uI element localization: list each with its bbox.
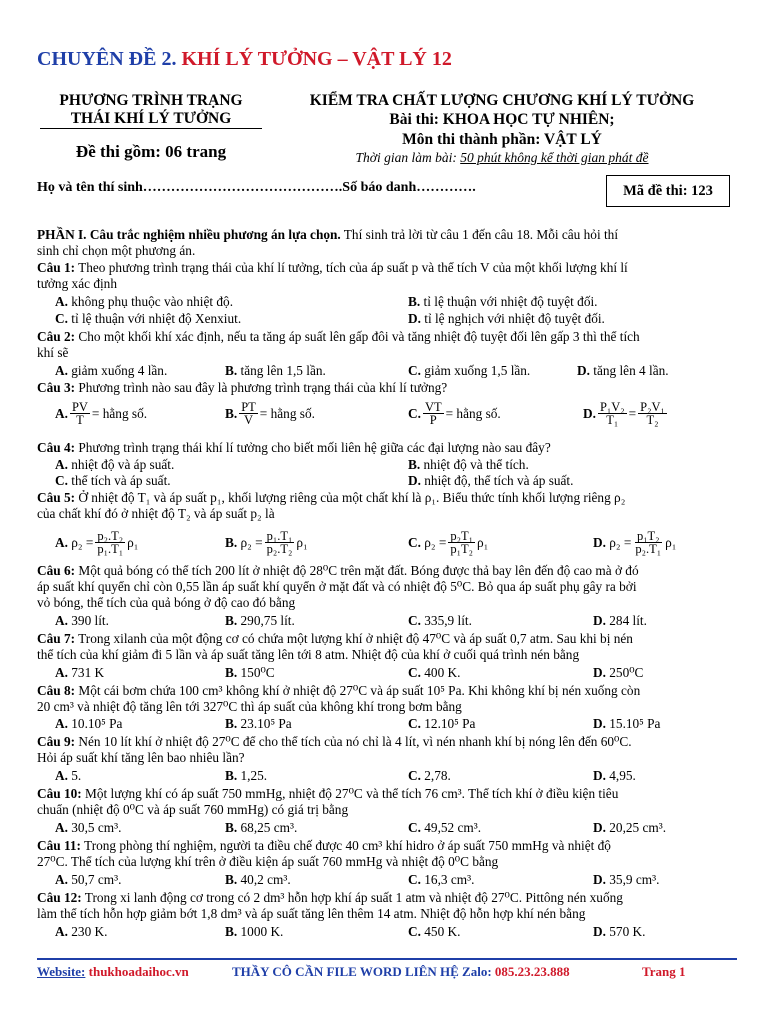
frac-num: P₂V₁ [640,400,665,414]
q2-option-a [55,363,167,379]
fraction [423,401,444,426]
frac-num: p₂T₁ [450,529,473,543]
opt-label: A. [55,457,68,472]
opt-text: = hằng số. [91,405,148,421]
rho1: ρ₁ [665,534,677,550]
q1-option-d [408,311,605,327]
opt-label: D. [408,311,421,326]
q7-option-d [593,665,643,681]
q8-stem-2: 20 cm³ và nhiệt độ tăng lên tới 327⁰C thì áp suất của không khí trong bơm bằng [37,699,462,714]
opt-text: nhiệt độ, thể tích và áp suất. [424,473,574,488]
opt-label: D. [408,473,421,488]
opt-label: A. [55,716,68,731]
opt-label: B. [408,457,421,472]
fraction [448,530,475,555]
frac-num: PV [71,400,88,414]
q8-option-c [408,716,475,732]
opt-text: nhiệt độ và áp suất. [71,457,175,472]
q1-text: Theo phương trình trạng thái của khí lí tưởng, tích của áp suất p và thể tích V của một khối lượng khí lí [75,260,628,275]
q12-option-c [408,924,460,940]
opt-label: C. [55,473,68,488]
opt-text: tăng lên 1,5 lần. [240,363,326,378]
q6-option-b [225,613,295,629]
opt-label: C. [408,716,421,731]
candidate-info: Họ và tên thí sinh…………………………………….Số báo danh…………. [37,180,476,195]
q8-stem [37,683,737,699]
q7-option-c [408,665,460,681]
opt-text: 15.10⁵ Pa [609,716,661,731]
opt-text: 16,3 cm³. [424,872,475,887]
opt-label: A. [55,924,68,939]
time-label: Thời gian làm bài: [355,150,461,165]
fraction [265,530,295,555]
q2-text: Cho một khối khí xác định, nếu ta tăng áp suất lên gấp đôi và tăng nhiệt độ tuyệt đối lên gấp 3 thì thể tích [75,329,640,344]
q1-option-b [408,294,598,310]
q6-stem-3: vỏ bóng, thể tích của quả bóng ở độ cao đó bằng [37,595,296,610]
q8-option-a [55,716,122,732]
rho2: ρ₂ = [609,534,632,550]
website-label: Website: [37,964,86,979]
q6-option-c [408,613,472,629]
q12-option-b [225,924,283,940]
q8-option-d [593,716,660,732]
q5-stem [37,490,737,506]
fraction [95,530,125,555]
opt-label: D. [583,405,596,421]
opt-text: 1000 K. [240,924,284,939]
opt-label: D. [593,924,606,939]
q3-label: Câu 3: [37,380,76,395]
opt-label: A. [55,363,68,378]
page-number [642,964,685,980]
exam-code-box: Mã đề thi: 123 [606,175,730,207]
frac-num: P₁V₂ [599,400,625,414]
topic-title: KHÍ LÝ TƯỞNG – VẬT LÝ 12 [181,48,452,70]
opt-text: 20,25 cm³. [609,820,667,835]
q10-option-d [593,820,666,836]
q11-label: Câu 11: [37,838,81,853]
fraction [70,401,90,426]
q11-option-b [225,872,291,888]
opt-text: 250⁰C [609,665,644,680]
q3-option-c [408,401,501,426]
fraction [239,401,258,426]
opt-text: tỉ lệ nghịch với nhiệt độ tuyệt đối. [424,311,605,326]
opt-label: D. [593,613,606,628]
opt-text: tỉ lệ thuận với nhiệt độ tuyệt đối. [423,294,598,309]
opt-text: 50,7 cm³. [71,872,122,887]
rho2: ρ₂ = [424,534,447,550]
opt-label: D. [593,665,606,680]
opt-label: C. [408,820,421,835]
q10-label: Câu 10: [37,786,82,801]
time-limit [272,150,732,166]
q5-option-a [55,530,138,555]
opt-text: = hằng số. [445,405,501,421]
q4-stem [37,440,737,456]
q11-stem-2: 27⁰C. Thể tích của lượng khí trên ở điều kiện áp suất 760 mmHg và nhiệt độ 0⁰C bằng [37,854,499,869]
opt-label: B. [225,924,238,939]
opt-label: D. [593,820,606,835]
opt-label: A. [55,872,68,887]
q5-option-d [593,530,676,555]
opt-label: D. [593,872,606,887]
frac-num: p₂.T₂ [97,529,124,543]
opt-label: B. [225,665,238,680]
q4-option-d [408,473,573,489]
q9-label: Câu 9: [37,734,76,749]
opt-label: D. [577,363,590,378]
equals-sign: = [628,405,637,421]
q9-option-b [225,768,267,784]
rho1: ρ₁ [476,534,489,550]
q5-option-c [408,530,488,555]
frac-num: VT [424,400,442,414]
chuyen-de-label: CHUYÊN ĐỀ 2. [37,48,182,70]
opt-text: 390 lít. [71,613,109,628]
opt-text: 23.10⁵ Pa [240,716,292,731]
q2-label: Câu 2: [37,329,76,344]
opt-text: 12.10⁵ Pa [424,716,476,731]
q12-stem [37,890,737,906]
page-count: Đề thi gồm: 06 trang [75,142,227,161]
q8-text: Một cái bơm chứa 100 cm³ không khí ở nhiệt độ 27⁰C và áp suất 10⁵ Pa. Khi không khí bị nén xuống còn [75,683,641,698]
fraction [638,401,667,426]
opt-label: C. [408,872,421,887]
bai-thi: Bài thi: KHOA HỌC TỰ NHIÊN; [389,111,615,128]
q9-option-a [55,768,81,784]
q4-option-b [408,457,529,473]
opt-label: C. [408,768,421,783]
opt-text: 150⁰C [240,665,275,680]
rho1: ρ₁ [296,534,308,550]
q5-label: Câu 5: [37,490,76,505]
opt-label: A. [55,294,68,309]
q8-label: Câu 8: [37,683,76,698]
part1-title: PHẦN I. Câu trắc nghiệm nhiều phương án lựa chọn. [37,227,341,242]
q12-stem-2: làm thể tích hỗn hợp giảm bớt 1,8 dm³ và áp suất tăng lên thêm 14 atm. Nhiệt độ hỗn hợp khí nén bằng [37,906,586,921]
q9-option-d [593,768,636,784]
opt-text: 1,25. [240,768,268,783]
opt-text: nhiệt độ và thể tích. [423,457,529,472]
opt-label: B. [225,768,238,783]
opt-label: A. [55,613,68,628]
opt-text: 284 lít. [609,613,647,628]
q4-option-c [55,473,171,489]
q3-text: Phương trình nào sau đây là phương trình trạng thái của khí lí tưởng? [75,380,448,395]
q5-option-b [225,530,308,555]
opt-text: giảm xuống 1,5 lần. [424,363,531,378]
q10-stem [37,786,737,802]
q4-text: Phương trình trạng thái khí lí tưởng cho biết mối liên hệ giữa các đại lượng nào sau đây? [75,440,551,455]
q6-stem [37,563,737,579]
q7-option-a [55,665,104,681]
q7-stem [37,631,737,647]
q6-stem-2: áp suất khí quyển chỉ còn 0,55 lần áp suất khí quyển ở mặt đất và có nhiệt độ 5⁰C. Bỏ qua áp suất phụ gây ra bởi [37,579,637,594]
q1-stem-2: tưởng xác định [37,276,117,291]
opt-label: A. [55,665,68,680]
q1-stem [37,260,737,276]
opt-label: B. [225,613,238,628]
frac-den: T₁ [606,413,619,427]
opt-label: C. [408,534,421,550]
q10-text: Một lượng khí có áp suất 750 mmHg, nhiệt độ 27⁰C và thể tích 76 cm³. Thể tích khí ở điều kiện tiêu [81,786,619,801]
opt-label: B. [225,363,238,378]
opt-text: 40,2 cm³. [240,872,291,887]
opt-label: B. [225,534,238,550]
opt-text: 10.10⁵ Pa [71,716,123,731]
opt-text: 4,95. [609,768,636,783]
opt-text: 731 K [71,665,105,680]
q2-stem [37,329,737,345]
frac-den: V [243,413,254,427]
opt-text: 230 K. [71,924,108,939]
page-title [37,48,452,71]
frac-num: p₁.T₁ [266,529,293,543]
q11-option-d [593,872,659,888]
rho2: ρ₂ = [240,534,263,550]
opt-label: C. [408,665,421,680]
q9-stem [37,734,737,750]
page-number-text: Trang 1 [642,964,686,979]
footer-divider [37,958,737,960]
q1-option-c [55,311,241,327]
opt-text: giảm xuống 4 lần. [71,363,168,378]
q10-option-b [225,820,297,836]
opt-label: D. [593,716,606,731]
q7-label: Câu 7: [37,631,76,646]
q7-option-b [225,665,275,681]
opt-label: C. [408,363,421,378]
opt-label: D. [593,534,606,550]
opt-text: 35,9 cm³. [609,872,660,887]
frac-den: P [429,413,437,427]
opt-text: 49,52 cm³. [424,820,482,835]
q1-label: Câu 1: [37,260,76,275]
q3-option-b [225,401,315,426]
frac-num: p₁T₂ [636,529,660,543]
q3-stem [37,380,737,396]
opt-text: 2,78. [424,768,451,783]
part1-intro-1 [37,227,737,243]
frac-den: p₁.T₁ [97,542,124,556]
q1-option-a [55,294,233,310]
time-value: 50 phút không kể thời gian phát đề [460,150,649,165]
opt-text: 335,9 lít. [424,613,472,628]
opt-label: C. [55,311,68,326]
opt-text: 290,75 lít. [240,613,295,628]
q12-option-d [593,924,645,940]
opt-text: 450 K. [424,924,461,939]
q3-option-d [583,401,669,426]
q9-option-c [408,768,451,784]
website-link[interactable]: thukhoadaihoc.vn [85,964,189,979]
frac-den: p₂.T₂ [266,542,293,556]
frac-num: PT [241,400,256,414]
rho1: ρ₁ [127,534,139,550]
q9-stem-2: Hỏi áp suất khí tăng lên bao nhiêu lần? [37,750,245,765]
q12-text: Trong xi lanh động cơ trong có 2 dm³ hỗn hợp khí áp suất 1 atm và nhiệt độ 27⁰C. Pittông nén xuống [81,890,623,905]
opt-label: A. [55,820,68,835]
q4-label: Câu 4: [37,440,76,455]
q12-option-a [55,924,107,940]
opt-label: B. [408,294,421,309]
opt-label: A. [55,405,68,421]
zalo-number: 085.23.23.888 [491,964,570,979]
q11-option-a [55,872,121,888]
exam-title: KIỂM TRA CHẤT LƯỢNG CHƯƠNG KHÍ LÝ TƯỞNG [309,92,695,109]
opt-label: B. [225,820,238,835]
opt-text: thể tích và áp suất. [71,473,171,488]
q2-stem-2: khí sẽ [37,345,69,360]
part1-intro-2: sinh chỉ chọn một phương án. [37,243,196,258]
q10-stem-2: chuẩn (nhiệt độ 0⁰C và áp suất 760 mmHg) có giá trị bằng [37,802,349,817]
frac-den: p₁T₂ [450,542,473,556]
fraction [598,401,627,426]
opt-label: C. [408,924,421,939]
opt-text: 5. [71,768,82,783]
left-title-2: THÁI KHÍ LÝ TƯỞNG [70,110,232,127]
mon-thi: Môn thi thành phần: VẬT LÝ [402,131,602,148]
footer-website[interactable] [37,964,189,980]
opt-label: B. [225,872,238,887]
frac-den: T [76,413,84,427]
opt-text: tăng lên 4 lần. [593,363,669,378]
q5-text: Ở nhiệt độ T₁ và áp suất p₁, khối lượng riêng của một chất khí là ρ₁. Biểu thức tính khối lượng riêng ρ₂ [75,490,626,505]
q11-option-c [408,872,474,888]
opt-label: A. [55,768,68,783]
part1-intro-text: Thí sinh trả lời từ câu 1 đến câu 18. Mỗi câu hỏi thí [340,227,619,242]
opt-text: 68,25 cm³. [240,820,298,835]
opt-text: tỉ lệ thuận với nhiệt độ Xenxiut. [71,311,242,326]
q11-text: Trong phòng thí nghiệm, người ta điều chế được 40 cm³ khí hidro ở áp suất 750 mmHg và nhiệt độ [80,838,611,853]
opt-text: = hằng số. [259,405,315,421]
q10-option-a [55,820,121,836]
q2-option-b [225,363,326,379]
opt-label: B. [225,405,238,421]
q6-option-d [593,613,647,629]
opt-label: B. [225,716,238,731]
rho2: ρ₂ = [71,534,94,550]
q6-label: Câu 6: [37,563,76,578]
opt-text: 400 K. [424,665,461,680]
q2-option-d [577,363,669,379]
q9-text: Nén 10 lít khí ở nhiệt độ 27⁰C để cho thể tích của nó chỉ là 4 lít, vì nén nhanh khí bị nóng lên đến 60⁰C. [75,734,632,749]
q10-option-c [408,820,481,836]
opt-label: D. [593,768,606,783]
left-title-underline [40,128,262,129]
q5-stem-2: của chất khí đó ở nhiệt độ T₂ và áp suất p₂ là [37,506,275,521]
frac-den: p₂.T₁ [635,542,662,556]
q6-option-a [55,613,109,629]
fraction [633,530,663,555]
opt-label: A. [55,534,68,550]
q11-stem [37,838,737,854]
q6-text: Một quả bóng có thể tích 200 lít ở nhiệt độ 28⁰C trên mặt đất. Bóng được thả bay lên đến độ cao mà ở đó [75,563,639,578]
contact-text: THẦY CÔ CẦN FILE WORD LIÊN HỆ Zalo: [232,964,492,979]
opt-text: không phụ thuộc vào nhiệt độ. [71,294,234,309]
frac-den: T₂ [646,413,659,427]
left-title-1: PHƯƠNG TRÌNH TRẠNG [59,92,243,109]
q12-label: Câu 12: [37,890,82,905]
footer-contact [232,964,570,980]
q8-option-b [225,716,292,732]
q3-option-a [55,401,147,426]
opt-text: 30,5 cm³. [71,820,122,835]
opt-text: 570 K. [609,924,646,939]
q2-option-c [408,363,530,379]
opt-label: C. [408,613,421,628]
q4-option-a [55,457,174,473]
opt-label: C. [408,405,421,421]
q7-text: Trong xilanh của một động cơ có chứa một lượng khí ở nhiệt độ 47⁰C và áp suất 0,7 atm. Sau khi bị nén [75,631,633,646]
q7-stem-2: thể tích của khí giảm đi 5 lần và áp suất tăng lên tới 8 atm. Nhiệt độ của khí ở cuối quá trình nén bằng [37,647,580,662]
